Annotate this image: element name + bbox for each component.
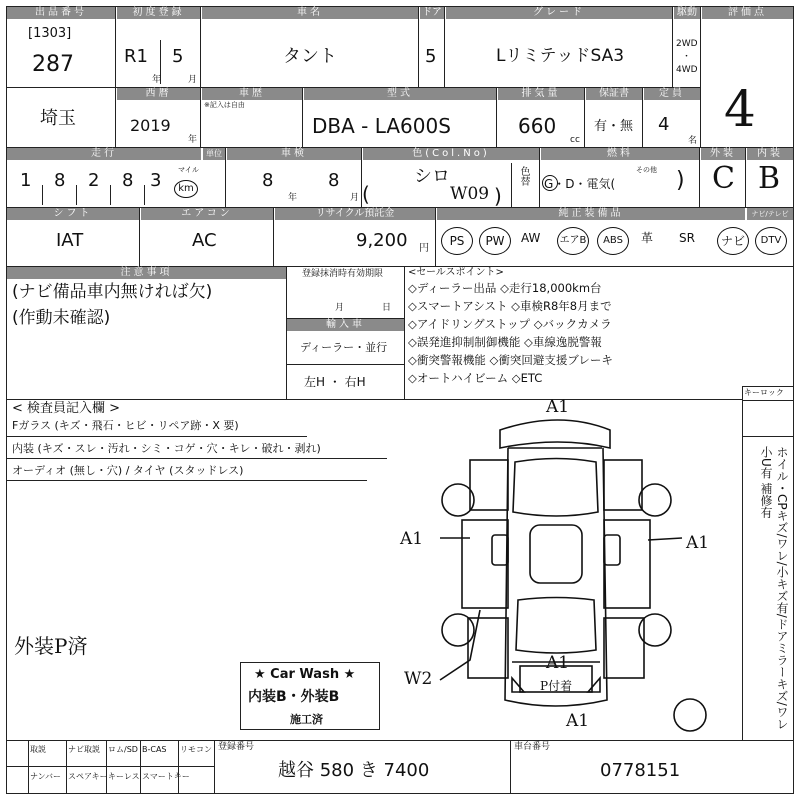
bottom-item: スマートキー (142, 772, 190, 781)
fuel-close: ) (676, 168, 685, 193)
shaken-label: 車検 (227, 148, 361, 160)
sales-point: ◇アイドリングストップ ◇バックカメラ (408, 317, 612, 331)
plate: 越谷 580 き 7400 (278, 760, 430, 781)
recycle: 9,200 (356, 230, 408, 251)
carwash-done: 施工済 (290, 713, 323, 726)
color-label: 色(Col.No) (363, 148, 539, 160)
mark-front: A1 (546, 397, 570, 417)
mileage-digit: 8 (122, 170, 134, 191)
import-label: 輸入車 (287, 319, 404, 331)
drive-2wd: 2WD (676, 39, 698, 49)
equip-item: AW (521, 231, 541, 245)
month-unit: 月 (188, 75, 198, 85)
fuel-label: 燃料 (541, 148, 699, 160)
bottom-item: ロム/SD (108, 745, 138, 754)
equip-item: ナビ (717, 227, 749, 255)
nav-label: ナビ/テレビ (747, 208, 793, 220)
equip-item: SR (679, 231, 695, 245)
equip-item: エアB (557, 227, 589, 255)
car-name-label: 車名 (202, 7, 418, 19)
shift-label: シフト (7, 208, 139, 220)
inspection-line3: オーディオ (無し・穴) / タイヤ (スタッドレス) (12, 464, 244, 477)
fuel: G・D・電気( (544, 177, 616, 191)
chassis-label: 車歴 (202, 88, 302, 100)
bottom-item: リモコン (180, 745, 212, 754)
drive-4wd: 4WD (676, 65, 698, 75)
reg-day-unit: 日 (382, 303, 392, 313)
mark-left: A1 (400, 529, 424, 549)
year-unit-2: 年 (188, 135, 198, 145)
mark-rear: A1 (546, 653, 570, 673)
grade-label: グレード (446, 7, 672, 19)
mileage-digit: 1 (20, 170, 32, 191)
fuel-other: その他 (636, 166, 657, 174)
equip-item: DTV (755, 227, 787, 255)
notes-line1: (ナビ備品車内無ければ欠) (12, 282, 213, 302)
equip-item: PS (441, 227, 473, 255)
int-grade: B (758, 161, 781, 196)
color-no: W09 (450, 184, 490, 204)
recycle-label: リサイクル預託金 (275, 208, 435, 220)
shift: IAT (56, 230, 84, 251)
grade: LリミテッドSA3 (496, 46, 625, 66)
doors: 5 (425, 46, 437, 67)
mark-bottom: A1 (566, 711, 590, 731)
reg-month-unit: 月 (335, 303, 345, 313)
first-reg-month: 5 (172, 46, 184, 67)
sales-point: ◇ディーラー出品 ◇走行18,000km台 (408, 281, 602, 295)
capacity-label: 定員 (644, 88, 700, 100)
capacity-unit: 名 (688, 136, 698, 146)
drive-label: 駆動 (674, 7, 700, 19)
capacity: 4 (658, 114, 670, 135)
mileage-digit: 2 (88, 170, 100, 191)
first-reg-label: 初度登録 (117, 7, 200, 19)
year: 2019 (130, 116, 171, 135)
bottom-item: キーレス (108, 772, 140, 781)
sales-point: ◇スマートアシスト ◇車検R8年8月まで (408, 299, 612, 313)
bottom-item: ナンバー (30, 772, 62, 781)
notes-label: 注意事項 (7, 267, 286, 279)
score: 4 (724, 80, 756, 138)
sales-point: ◇オートハイビーム ◇ETC (408, 371, 543, 385)
cc-label: 排気量 (498, 88, 584, 100)
warranty: 有・無 (594, 119, 634, 134)
sales-label: <セールスポイント> (408, 267, 504, 278)
cc: 660 (518, 114, 557, 138)
mileage-digit: 3 (150, 170, 162, 191)
bottom-item: ナビ取説 (68, 745, 100, 754)
color-change: 色替 (518, 166, 529, 186)
carwash-title: ★ Car Wash ★ (254, 667, 356, 682)
inspection-line1: Fガラス (キズ・飛石・ヒビ・リペア跡・X 要) (12, 419, 239, 432)
color: シロ (414, 166, 450, 187)
sales-point: ◇誤発進抑制制御機能 ◇車線逸脱警報 (408, 335, 602, 349)
lot-number: 287 (32, 52, 74, 77)
car-name: タント (283, 46, 337, 67)
equip-item: 革 (641, 231, 654, 245)
keylock-label: キーロック (744, 388, 784, 397)
handle-value: 左H ・ 右H (304, 375, 366, 389)
carwash-line: 内装B・外装B (248, 689, 340, 705)
km-unit: km (174, 180, 198, 198)
inspection-line2: 内装 (キズ・スレ・汚れ・シミ・コゲ・穴・キレ・破れ・剥れ) (12, 442, 321, 455)
equip-item: ABS (597, 227, 629, 255)
chassis-note: ※記入は自由 (204, 101, 245, 109)
cc-unit: cc (570, 135, 580, 145)
shaken-year: 8 (262, 170, 274, 191)
door-label: ドア (420, 7, 444, 19)
frame-label: 車台番号 (514, 742, 551, 752)
keylock-legend: ホイル・CPキズ/ワレ/小キズ有/ドアミラーキズ/ワレ 小U有 補修有 (759, 446, 789, 730)
first-reg-era: R1 (124, 46, 148, 67)
mileage-label: 走行 (7, 148, 201, 160)
shaken-year-unit: 年 (288, 193, 298, 203)
model: DBA - LA600S (312, 114, 451, 138)
mark-right: A1 (686, 533, 710, 553)
score-label: 評価点 (702, 7, 793, 19)
notes-line2: (作動未確認) (12, 308, 111, 328)
bottom-item: スペアキー (68, 772, 108, 781)
drive-dot: ・ (682, 52, 692, 62)
reg-expiry-label: 登録抹消時有効期限 (302, 269, 384, 279)
import-value: ディーラー・並行 (300, 341, 388, 354)
handwritten-note: 外装P済 (14, 634, 88, 658)
sales-point: ◇衝突警報機能 ◇衝突回避支援ブレーキ (408, 353, 613, 367)
frame: 0778151 (600, 760, 681, 781)
ac-label: エアコン (141, 208, 273, 220)
ext-grade: C (712, 161, 735, 196)
model-label: 型式 (304, 88, 496, 100)
inspection-title: < 検査員記入欄 > (12, 401, 121, 416)
unit-label: 単位 (203, 148, 225, 160)
equip-item: PW (479, 227, 511, 255)
yen: 円 (419, 243, 429, 254)
seireki-label: 西暦 (117, 88, 200, 100)
ac: AC (192, 230, 217, 251)
plate-label: 登録番号 (218, 742, 255, 752)
equip-label: 純正装備品 (437, 208, 745, 220)
bottom-item: 取説 (30, 745, 46, 754)
mark-w2: W2 (404, 669, 433, 689)
warranty-label: 保証書 (586, 88, 642, 100)
shaken-month-unit: 月 (350, 193, 360, 203)
mileage-digit: 8 (54, 170, 66, 191)
region: 埼玉 (40, 108, 76, 129)
bottom-item: B-CAS (142, 745, 167, 754)
ext-label: 外装 (701, 148, 745, 160)
shoubou: [1303] (28, 26, 72, 41)
lot-label: 出品番号 (7, 7, 115, 19)
int-label: 内装 (747, 148, 793, 160)
year-unit: 年 (152, 75, 162, 85)
shaken-month: 8 (328, 170, 340, 191)
mile-unit: マイル (178, 166, 199, 174)
mark-p: P付着 (540, 679, 573, 693)
